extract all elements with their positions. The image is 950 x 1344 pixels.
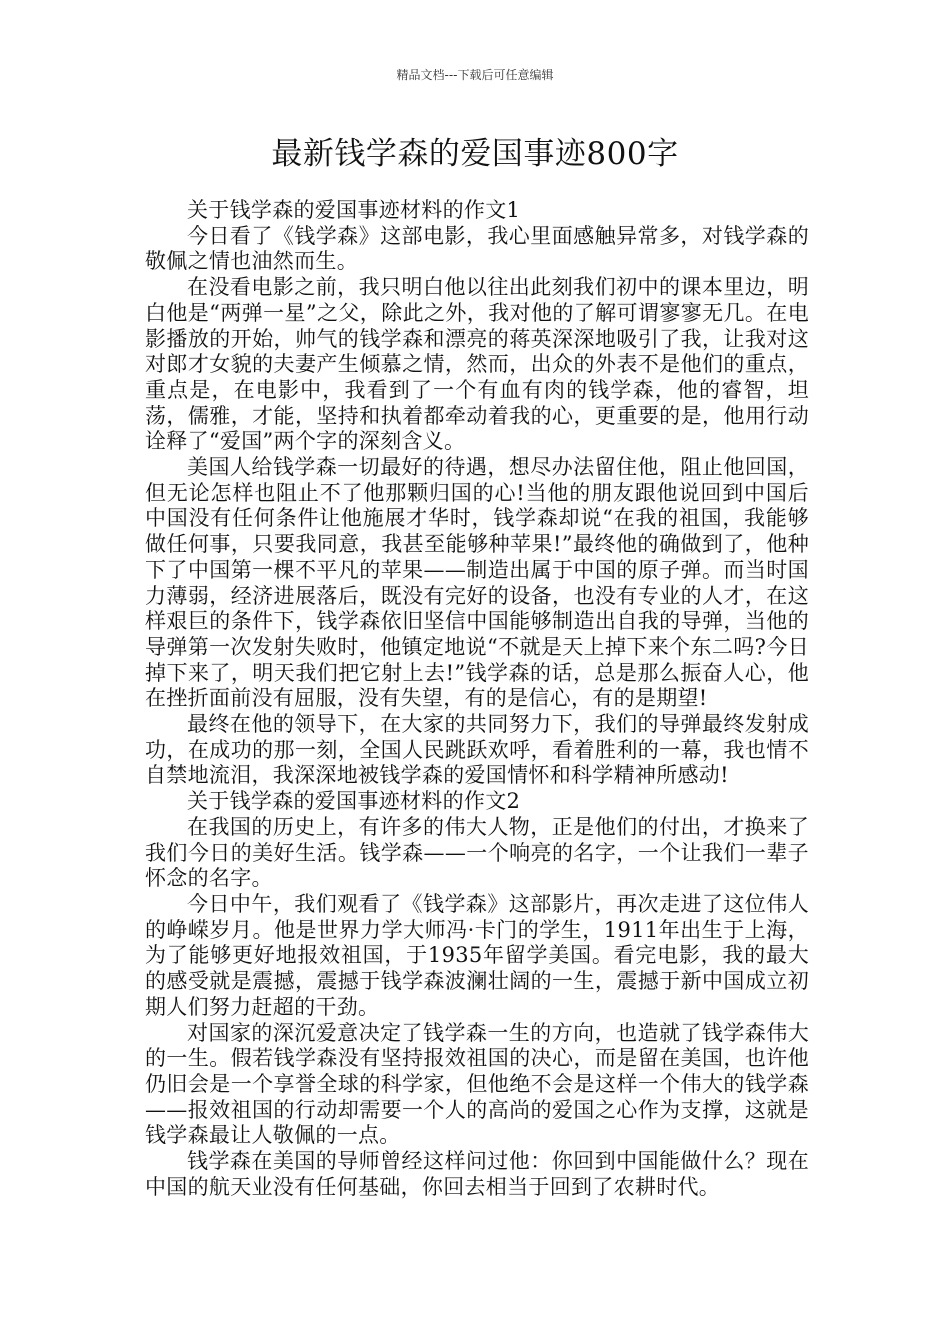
section-heading-1: 关于钱学森的爱国事迹材料的作文1 — [187, 198, 521, 222]
paragraph: 今日中午，我们观看了《钱学森》这部影片，再次走进了这位伟人的峥嵘岁月。他是世界力学大师冯·卡门的学生，1911年出生于上海，为了能够更好地报效祖国，于1935年留学美国。看完电影，我的最大的感受就是震撼，震撼于钱学森波澜壮阔的一生，震撼于新中国成立初期人们努力赶超的干劲。 — [145, 891, 809, 1019]
document-body — [145, 198, 809, 1200]
header-note: 精品文档---下载后可任意编辑 — [396, 68, 554, 82]
document-title: 最新钱学森的爱国事迹800字 — [271, 136, 679, 172]
paragraph: 对国家的深沉爱意决定了钱学森一生的方向，也造就了钱学森伟大的一生。假若钱学森没有坚持报效祖国的决心，而是留在美国，也许他仍旧会是一个享誉全球的科学家，但他绝不会是这样一个伟大的钱学森——报效祖国的行动却需要一个人的高尚的爱国之心作为支撑，这就是钱学森最让人敬佩的一点。 — [145, 1020, 809, 1148]
paragraph: 钱学森在美国的导师曾经这样问过他：你回到中国能做什么？现在中国的航天业没有任何基础，你回去相当于回到了农耕时代。 — [145, 1149, 809, 1199]
paragraph: 美国人给钱学森一切最好的待遇，想尽办法留住他，阻止他回国，但无论怎样也阻止不了他那颗归国的心!当他的朋友跟他说回到中国后中国没有任何条件让他施展才华时，钱学森却说“在我的祖国，我能够做任何事，只要我同意，我甚至能够种苹果!”最终他的确做到了，他种下了中国第一棵不平凡的苹果——制造出属于中国的原子弹。而当时国力薄弱，经济进展落后，既没有完好的设备，也没有专业的人才，在这样艰巨的条件下，钱学森依旧坚信中国能够制造出自我的导弹，当他的导弹第一次发射失败时，他镇定地说“不就是天上掉下来个东二吗?今日掉下来了，明天我们把它射上去!”钱学森的话，总是那么振奋人心，他在挫折面前没有屈服，没有失望，有的是信心，有的是期望! — [145, 455, 809, 711]
section-heading-2: 关于钱学森的爱国事迹材料的作文2 — [187, 789, 521, 814]
paragraph: 最终在他的领导下，在大家的共同努力下，我们的导弹最终发射成功，在成功的那一刻，全国人民跳跃欢呼，看着胜利的一幕，我也情不自禁地流泪，我深深地被钱学森的爱国情怀和科学精神所感动! — [145, 712, 809, 788]
paragraph: 今日看了《钱学森》这部电影，我心里面感触异常多，对钱学森的敬佩之情也油然而生。 — [145, 223, 809, 274]
paragraph: 在我国的历史上，有许多的伟大人物，正是他们的付出，才换来了我们今日的美好生活。钱学森——一个响亮的名字，一个让我们一辈子怀念的名字。 — [145, 814, 809, 891]
paragraph: 在没看电影之前，我只明白他以往出此刻我们初中的课本里边，明白他是“两弹一星”之父，除此之外，我对他的了解可谓寥寥无几。在电影播放的开始，帅气的钱学森和漂亮的蒋英深深地吸引了我，让我对这对郎才女貌的夫妻产生倾慕之情，然而，出众的外表不是他们的重点，重点是，在电影中，我看到了一个有血有肉的钱学森，他的睿智，坦荡，儒雅，才能，坚持和执着都牵动着我的心，更重要的是，他用行动诠释了“爱国”两个字的深刻含义。 — [145, 275, 809, 454]
